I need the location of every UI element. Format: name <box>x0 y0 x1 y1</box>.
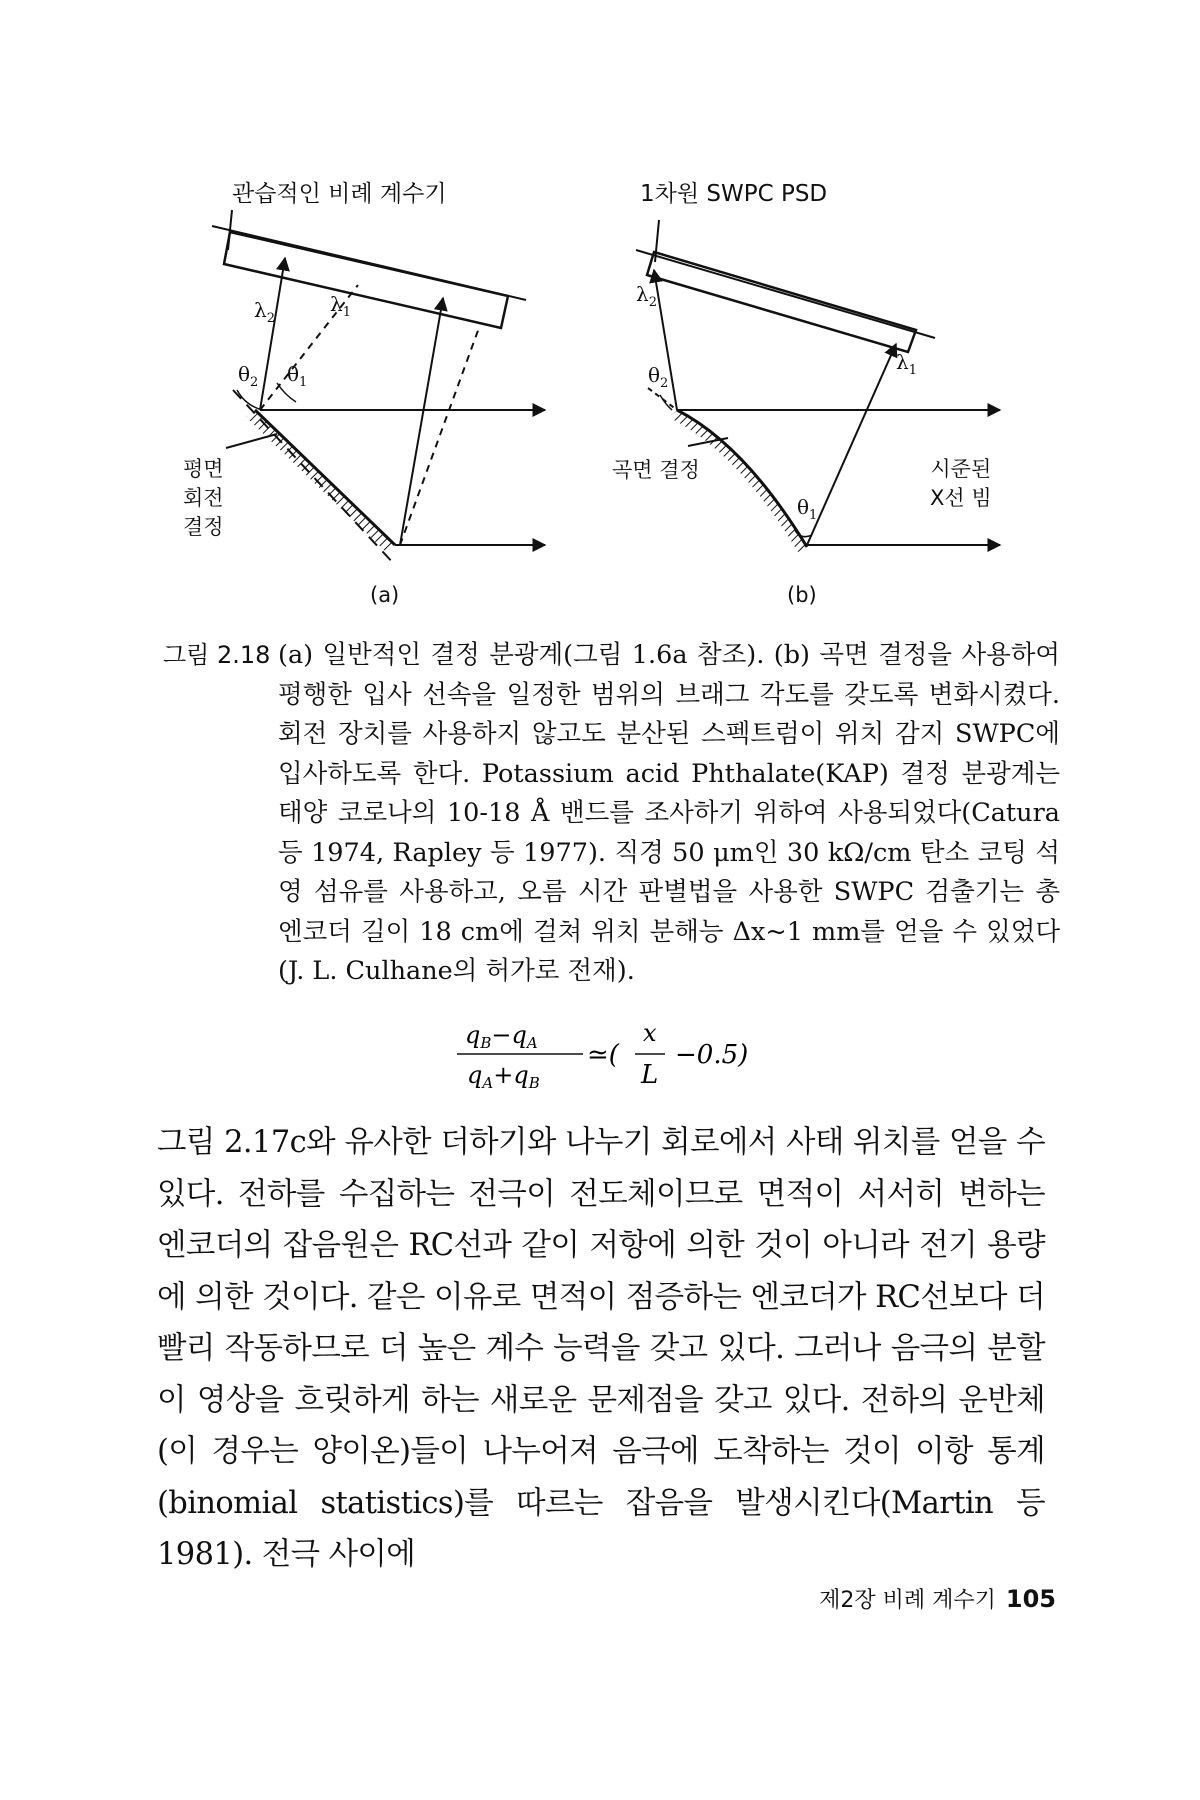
panel-b-lambda2-label: $\lambda_2$ <box>636 282 657 310</box>
caption-number: 그림 2.18 <box>163 641 271 669</box>
panel-a-sub-label: (a) <box>370 583 400 607</box>
diagram-svg <box>0 0 1200 620</box>
panel-a-label-pointer <box>226 434 277 448</box>
panel-a-title: 관습적인 비례 계수기 <box>232 181 447 207</box>
eq-numerator: $q_B-q_A$ <box>465 1021 538 1052</box>
panel-a-flat-crystal-label: 평면 회전 결정 <box>183 457 224 539</box>
panel-b-ray-lambda1 <box>807 344 896 545</box>
panel-b-theta2-arc <box>660 395 672 410</box>
panel-b-title: 1차원 SWPC PSD <box>640 181 828 207</box>
figure-caption <box>163 636 1060 992</box>
panel-a-lambda1-label: $\lambda_1$ <box>330 292 351 320</box>
eq-approx: ≃( <box>587 1040 619 1070</box>
panel-a-theta1-label: $\theta_1$ <box>287 362 308 390</box>
panel-a-ray-lambda2 <box>260 258 285 410</box>
body-paragraph: 그림 2.17c와 유사한 더하기와 나누기 회로에서 사태 위치를 얻을 수 있다. 전하를 수집하는 전극이 전도체이므로 면적이 서서히 변하는 엔코더의 잡음원은 RC선과 같이 저항에 의한 것이 아니라 전기 용량에 의한 것이다. 같은 이유로 면적이 점증하는 엔코더가 RC선보다 더 빨리 작동하므로 더 높은 계수 능력을 갖고 있다. 그러나 음극의 분할이 영상을 흐릿하게 하는 새로운 문제점을 갖고 있다. 전하의 운반체(이 경우는 양이온)들이 나누어져 음극에 도착하는 것이 이항 통계(binomial statistics)를 따르는 잡음을 발생시킨다(Martin 등 1981). 전극 사이에 <box>157 1125 1045 1572</box>
panel-b-sub-label: (b) <box>787 583 817 607</box>
panel-b-theta1-label: $\theta_1$ <box>797 495 818 523</box>
panel-b-beam-label: 시준된 X선 빔 <box>930 457 992 510</box>
caption-text: (a) 일반적인 결정 분광계(그림 1.6a 참조). (b) 곡면 결정을 사용하여 평행한 입사 선속을 일정한 범위의 브래그 각도를 갖도록 변화시켰다. 회전 장치를 사용하지 않고도 분산된 스펙트럼이 위치 감지 SWPC에 입사하도록 한다. Potassium acid Phthalate(KAP) 결정 분광계는 태양 코로나의 10-18 Å 밴드를 조사하기 위하여 사용되었다(Catura 등 1974, Rapley 등 1977). 직경 50 μm인 30 kΩ/cm 탄소 코팅 석영 섬유를 사용하고, 오름 시간 판별법을 사용한 SWPC 검출기는 총 엔코더 길이 18 cm에 걸쳐 위치 분해능 Δx~1 mm를 얻을 수 있었다(J. L. Culhane의 허가로 전재). <box>278 640 1060 986</box>
eq-tail: −0.5) <box>675 1040 749 1070</box>
eq-L: L <box>641 1060 659 1090</box>
eq-x: x <box>643 1019 657 1047</box>
panel-b-curved-crystal-label: 곡면 결정 <box>612 458 700 482</box>
page-footer <box>760 1583 1056 1614</box>
eq-denominator: $q_A+q_B$ <box>467 1061 540 1092</box>
panel-b-detector <box>636 220 935 352</box>
panel-b-lambda1-label: $\lambda_1$ <box>896 350 917 378</box>
page-number: 105 <box>1005 1585 1056 1613</box>
footer-chapter: 제2장 비례 계수기 <box>819 1588 996 1613</box>
panel-a-ray-right <box>400 298 443 545</box>
panel-a-lambda2-label: $\lambda_2$ <box>254 298 275 326</box>
panel-a-flat-crystal <box>246 410 395 552</box>
equation-svg <box>445 1015 845 1095</box>
panel-a-diagram <box>212 210 545 565</box>
panel-a-theta2-label: $\theta_2$ <box>238 362 259 390</box>
panel-a-ray-dashed-right <box>400 325 480 545</box>
equation <box>445 1015 845 1095</box>
panel-b-theta2-label: $\theta_2$ <box>648 363 669 391</box>
